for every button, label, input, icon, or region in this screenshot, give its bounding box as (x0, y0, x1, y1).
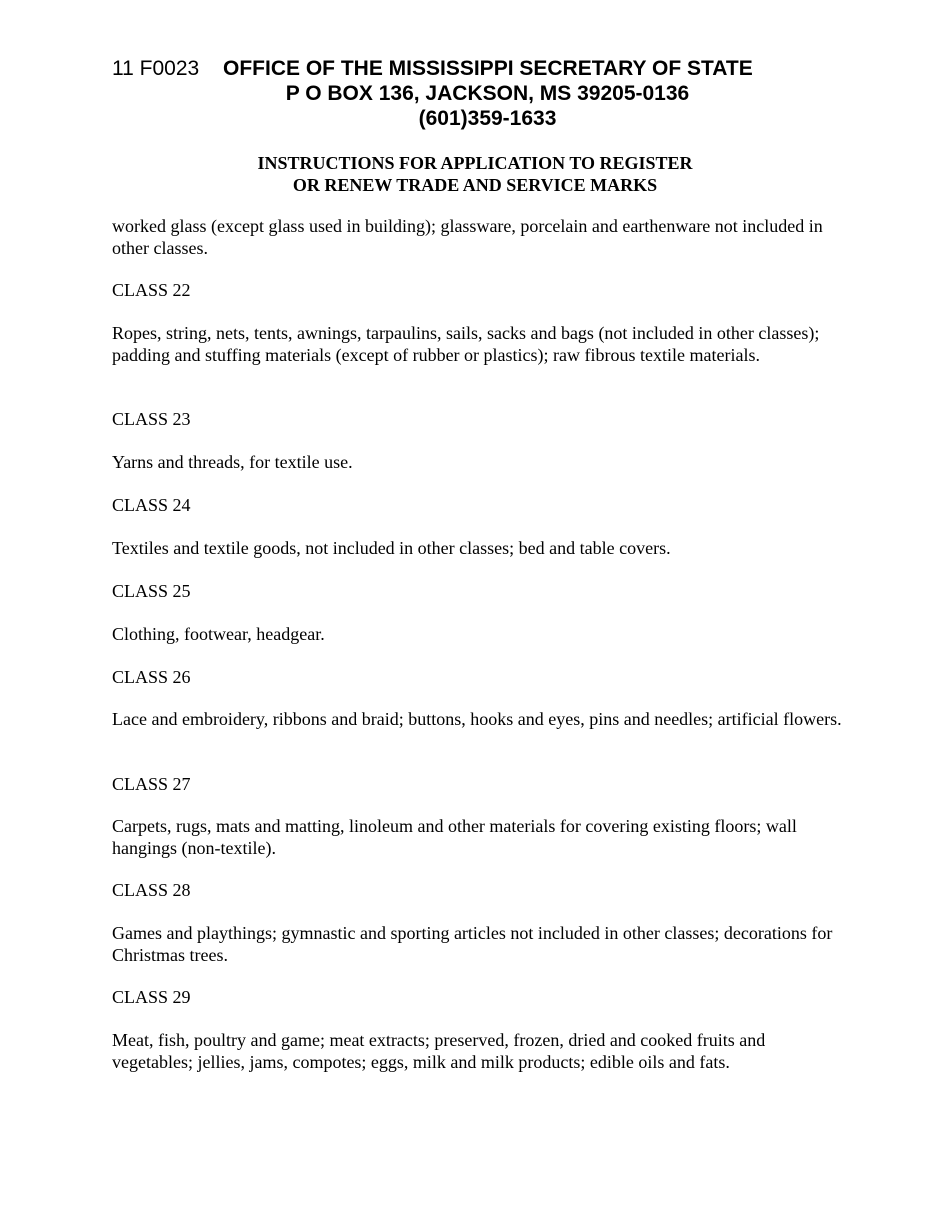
class-heading: CLASS 28 (112, 880, 191, 900)
class-heading: CLASS 22 (112, 280, 191, 300)
class-description: Yarns and threads, for textile use. (112, 452, 353, 472)
form-id: 11 F0023 (112, 57, 200, 80)
office-address: P O BOX 136, JACKSON, MS 39205-0136 (285, 82, 690, 105)
continuation-paragraph: worked glass (except glass used in building); glassware, porcelain and earthenware not included in other classes. (112, 216, 823, 258)
class-description: Ropes, string, nets, tents, awnings, tarpaulins, sails, sacks and bags (not included in other classes); padding and stuffing materials (except of rubber or plastics); raw fibrous textile materials. (112, 323, 820, 365)
class-heading: CLASS 25 (112, 581, 191, 601)
class-heading: CLASS 29 (112, 987, 191, 1007)
office-title: OFFICE OF THE MISSISSIPPI SECRETARY OF STATE (223, 57, 753, 80)
class-description: Clothing, footwear, headgear. (112, 624, 325, 644)
class-description: Lace and embroidery, ribbons and braid; buttons, hooks and eyes, pins and needles; artificial flowers. (112, 709, 842, 729)
class-heading: CLASS 26 (112, 667, 191, 687)
class-description: Textiles and textile goods, not included in other classes; bed and table covers. (112, 538, 671, 558)
instructions-title (0, 152, 950, 196)
instructions-title-line-1: INSTRUCTIONS FOR APPLICATION TO REGISTER (257, 153, 693, 173)
class-description: Meat, fish, poultry and game; meat extracts; preserved, frozen, dried and cooked fruits and vegetables; jellies, jams, compotes; eggs, milk and milk products; edible oils and fats. (112, 1030, 766, 1072)
office-phone: (601)359-1633 (418, 107, 557, 130)
class-heading: CLASS 23 (112, 409, 191, 429)
class-description: Carpets, rugs, mats and matting, linoleum and other materials for covering existing floors; wall hangings (non-textile). (112, 816, 797, 858)
class-description: Games and playthings; gymnastic and sporting articles not included in other classes; decorations for Christmas trees. (112, 923, 833, 965)
class-heading: CLASS 24 (112, 495, 191, 515)
class-heading: CLASS 27 (112, 774, 191, 794)
instructions-title-line-2: OR RENEW TRADE AND SERVICE MARKS (292, 175, 658, 195)
